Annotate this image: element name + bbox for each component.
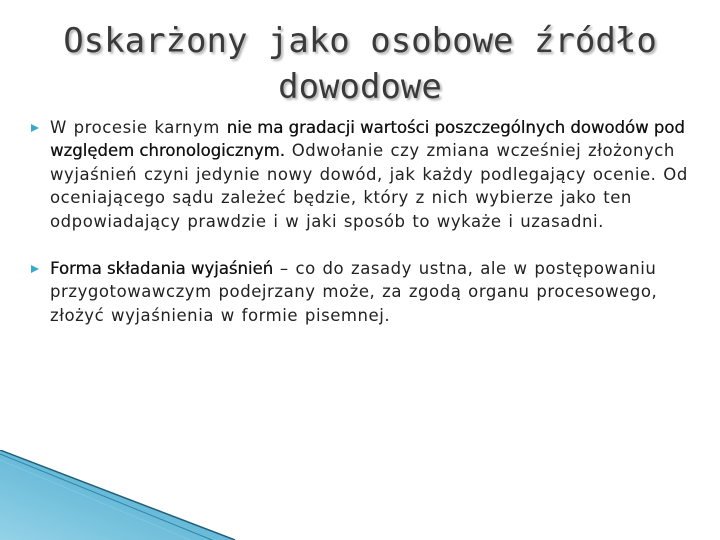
paragraph-rest: Odwołanie czy zmiana wcześniej złożonych wyjaśnień czyni jedynie nowy dowód, jak każdy podlegający ocenie. Od oceniającego sądu zależeć będzie, który z nich wybierze jako ten odpowiadający prawdzie i w jaki sposób to wykaże i uzasadni.: [50, 141, 688, 231]
paragraph-rest: – co do zasady ustna, ale w postępowaniu przygotowawczym podejrzany może, za zgodą organu procesowego, złożyć wyjaśnienia w formie pisemnej.: [50, 259, 658, 325]
bullet-icon: [31, 265, 39, 273]
slide-content: [50, 116, 690, 327]
paragraph-emphasis: nie ma gradacji wartości poszczególnych dowodów pod względem chronologicznym.: [50, 118, 685, 161]
paragraph-gradation: [50, 116, 690, 233]
bullet-icon: [31, 124, 39, 132]
slide-title: Oskarżony jako osobowe źródło dowodowe: [63, 21, 657, 107]
corner-decoration: [0, 450, 720, 540]
paragraph-emphasis: Forma składania wyjaśnień: [50, 259, 274, 279]
paragraph-form: [50, 257, 690, 327]
paragraph-lead: W procesie karnym: [50, 118, 227, 137]
